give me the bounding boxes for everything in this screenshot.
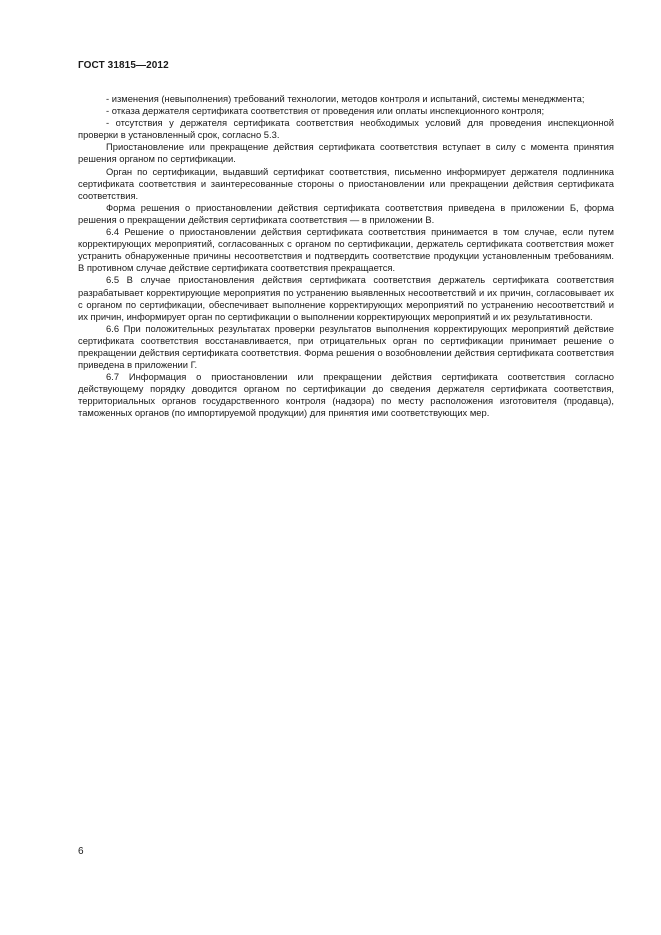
clause-6-4: 6.4 Решение о приостановлении действия сертификата соответствия принимается в том случае, если путем корректирующих мероприятий, согласованных с органом по сертификации, держатель сертификата соответствия может устранить обнаруженные причины несоответствия и подтвердить соответствие продукции установленным требованиям. В противном случае действие сертификата соответствия прекращается. <box>78 226 614 274</box>
document-header: ГОСТ 31815—2012 <box>78 60 169 71</box>
document-body <box>78 93 614 420</box>
clause-6-5: 6.5 В случае приостановления действия сертификата соответствия держатель сертификата соответствия разрабатывает корректирующие мероприятия по устранению выявленных несоответствий и их причин, согласовывает их с органом по сертификации, обеспечивает выполнение корректирующих мероприятий по устранению несоответствий и их причин, информирует орган по сертификации о выполнении корректирующих мероприятий и их результативности. <box>78 274 614 322</box>
list-item-holder-refusal: - отказа держателя сертификата соответствия от проведения или оплаты инспекционного контроля; <box>106 105 545 117</box>
page-number: 6 <box>78 846 84 857</box>
clause-6-6: 6.6 При положительных результатах проверки результатов выполнения корректирующих мероприятий действие сертификата соответствия восстанавливается, при отрицательных орган по сертификации принимает решение о прекращении действия сертификата соответствия. Форма решения о возобновлении действия сертификата соответствия приведена в приложении Г. <box>78 322 614 371</box>
list-item-requirements-change: - изменения (невыполнения) требований технологии, методов контроля и испытаний, системы менеджмента; <box>106 93 585 104</box>
paragraph-effective-date: Приостановление или прекращение действия сертификата соответствия вступает в силу с момента принятия решения органом по сертификации. <box>78 141 614 165</box>
list-item-conditions-absence: - отсутствия у держателя сертификата соответствия необходимых условий для проведения инспекционной проверки в установленный срок, согласно 5.3. <box>78 117 614 141</box>
clause-6-7: 6.7 Информация о приостановлении или прекращении действия сертификата соответствия согласно действующему порядку доводится органом по сертификации до сведения держателя сертификата соответствия, территориальных органов государственного контроля (надзора) по месту расположения изготовителя (продавца), таможенных органов (по импортируемой продукции) для принятия ими соответствующих мер. <box>78 371 614 419</box>
paragraph-notification: Орган по сертификации, выдавший сертификат соответствия, письменно информирует держателя подлинника сертификата соответствия и заинтересованные стороны о приостановлении или прекращении действия сертификата соответствия. <box>78 165 614 201</box>
paragraph-decision-forms: Форма решения о приостановлении действия сертификата соответствия приведена в приложении Б, форма решения о прекращении действия сертификата соответствия — в приложении В. <box>78 201 614 225</box>
